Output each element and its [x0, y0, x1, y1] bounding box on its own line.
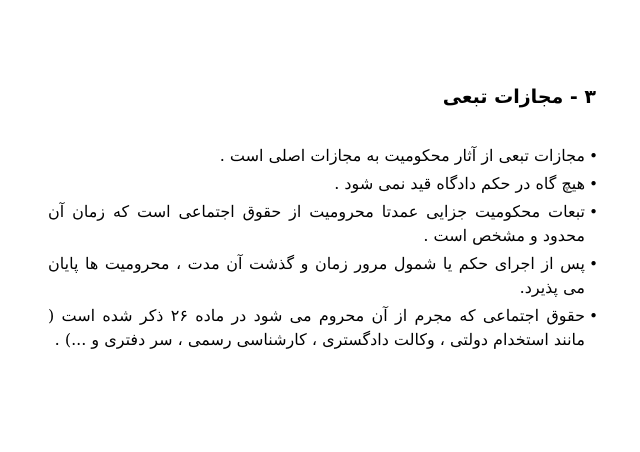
- bullet-list: [48, 144, 596, 356]
- bullet-item-1: • مجازات تبعی از آثار محکومیت به مجازات اصلی است .: [48, 144, 596, 168]
- bullet-item-2: • هیچ گاه در حکم دادگاه قید نمی شود .: [48, 172, 596, 196]
- bullet-item-4: • پس از اجرای حکم یا شمول مرور زمان و گذشت آن مدت ، محرومیت ها پایان می پذیرد.: [48, 252, 596, 300]
- bullet-item-5: • حقوق اجتماعی که مجرم از آن محروم می شود در ماده ۲۶ ذکر شده است ( مانند استخدام دولتی ، وکالت دادگستری ، کارشناسی رسمی ، سر دفتری و ...) .: [48, 304, 596, 352]
- bullet-item-3: • تبعات محکومیت جزایی عمدتا محرومیت از حقوق اجتماعی است که زمان آن محدود و مشخص است .: [48, 200, 596, 248]
- slide-title: ۳ - مجازات تبعی: [442, 86, 596, 108]
